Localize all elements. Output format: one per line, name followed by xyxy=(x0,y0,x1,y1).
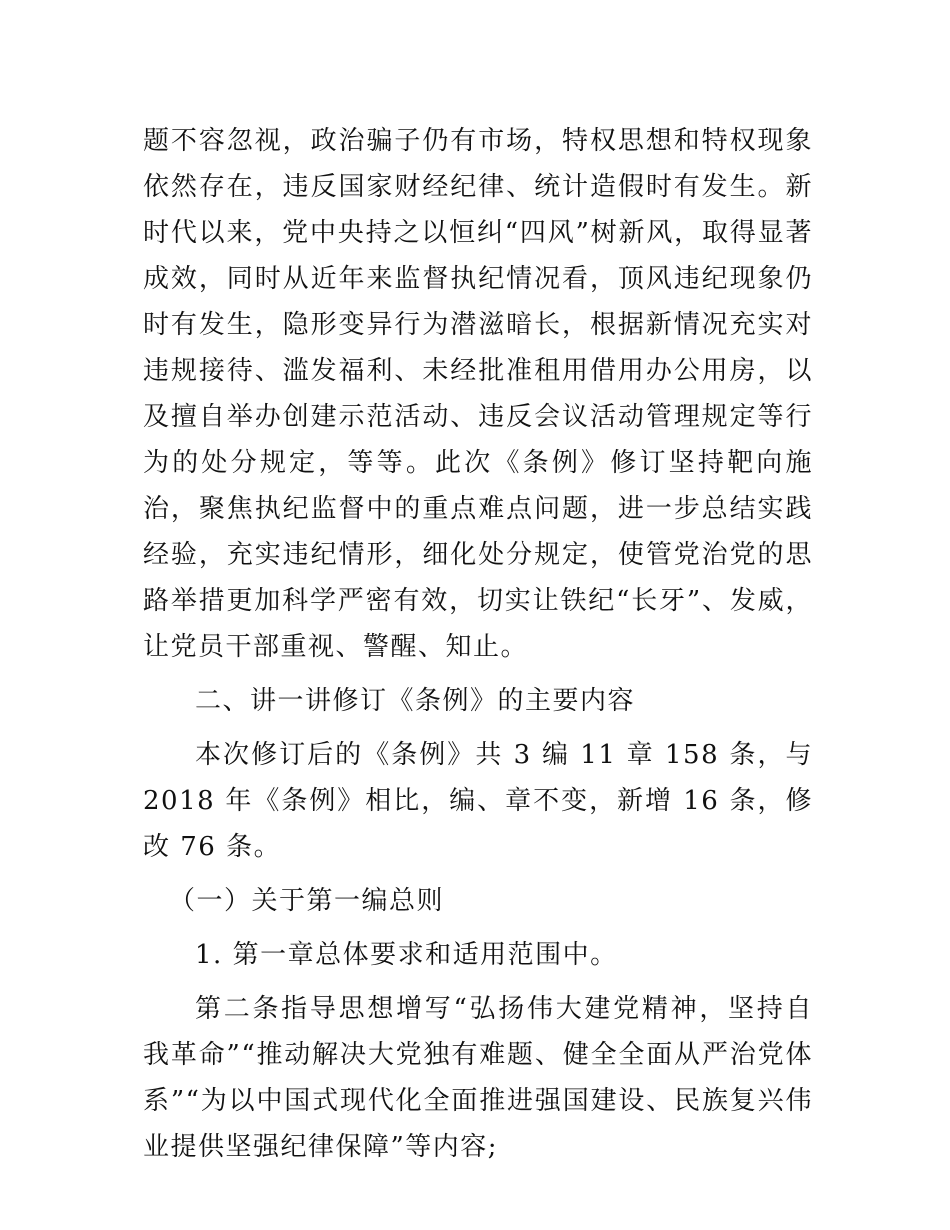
section-heading: 二、讲一讲修订《条例》的主要内容 xyxy=(195,686,636,716)
document-body xyxy=(143,118,813,1170)
body-paragraph: 本次修订后的《条例》共 3 编 11 章 158 条，与 2018 年《条例》相比，编、章不变，新增 16 条，修改 76 条。 xyxy=(143,740,813,862)
body-paragraph: 第二条指导思想增写“弘扬伟大建党精神，坚持自我革命”“推动解决大党独有难题、健全全面从严治党体系”“为以中国式现代化全面推进强国建设、民族复兴伟业提供坚强纪律保障”等内容; xyxy=(143,994,813,1162)
chapter-heading: 1. 第一章总体要求和适用范围中。 xyxy=(195,940,618,970)
body-paragraph: 题不容忽视，政治骗子仍有市场，特权思想和特权现象依然存在，违反国家财经纪律、统计造假时有发生。新时代以来，党中央持之以恒纠“四风”树新风，取得显著成效，同时从近年来监督执纪情况看，顶风违纪现象仍时有发生，隐形变异行为潜滋暗长，根据新情况充实对违规接待、滥发福利、未经批准租用借用办公用房，以及擅自举办创建示范活动、违反会议活动管理规定等行为的处分规定，等等。此次《条例》修订坚持靶向施治，聚焦执纪监督中的重点难点问题，进一步总结实践经验，充实违纪情形，细化处分规定，使管党治党的思路举措更加科学严密有效，切实让铁纪“长牙”、发威，让党员干部重视、警醒、知止。 xyxy=(143,126,813,662)
subsection-heading: （一）关于第一编总则 xyxy=(169,886,445,916)
